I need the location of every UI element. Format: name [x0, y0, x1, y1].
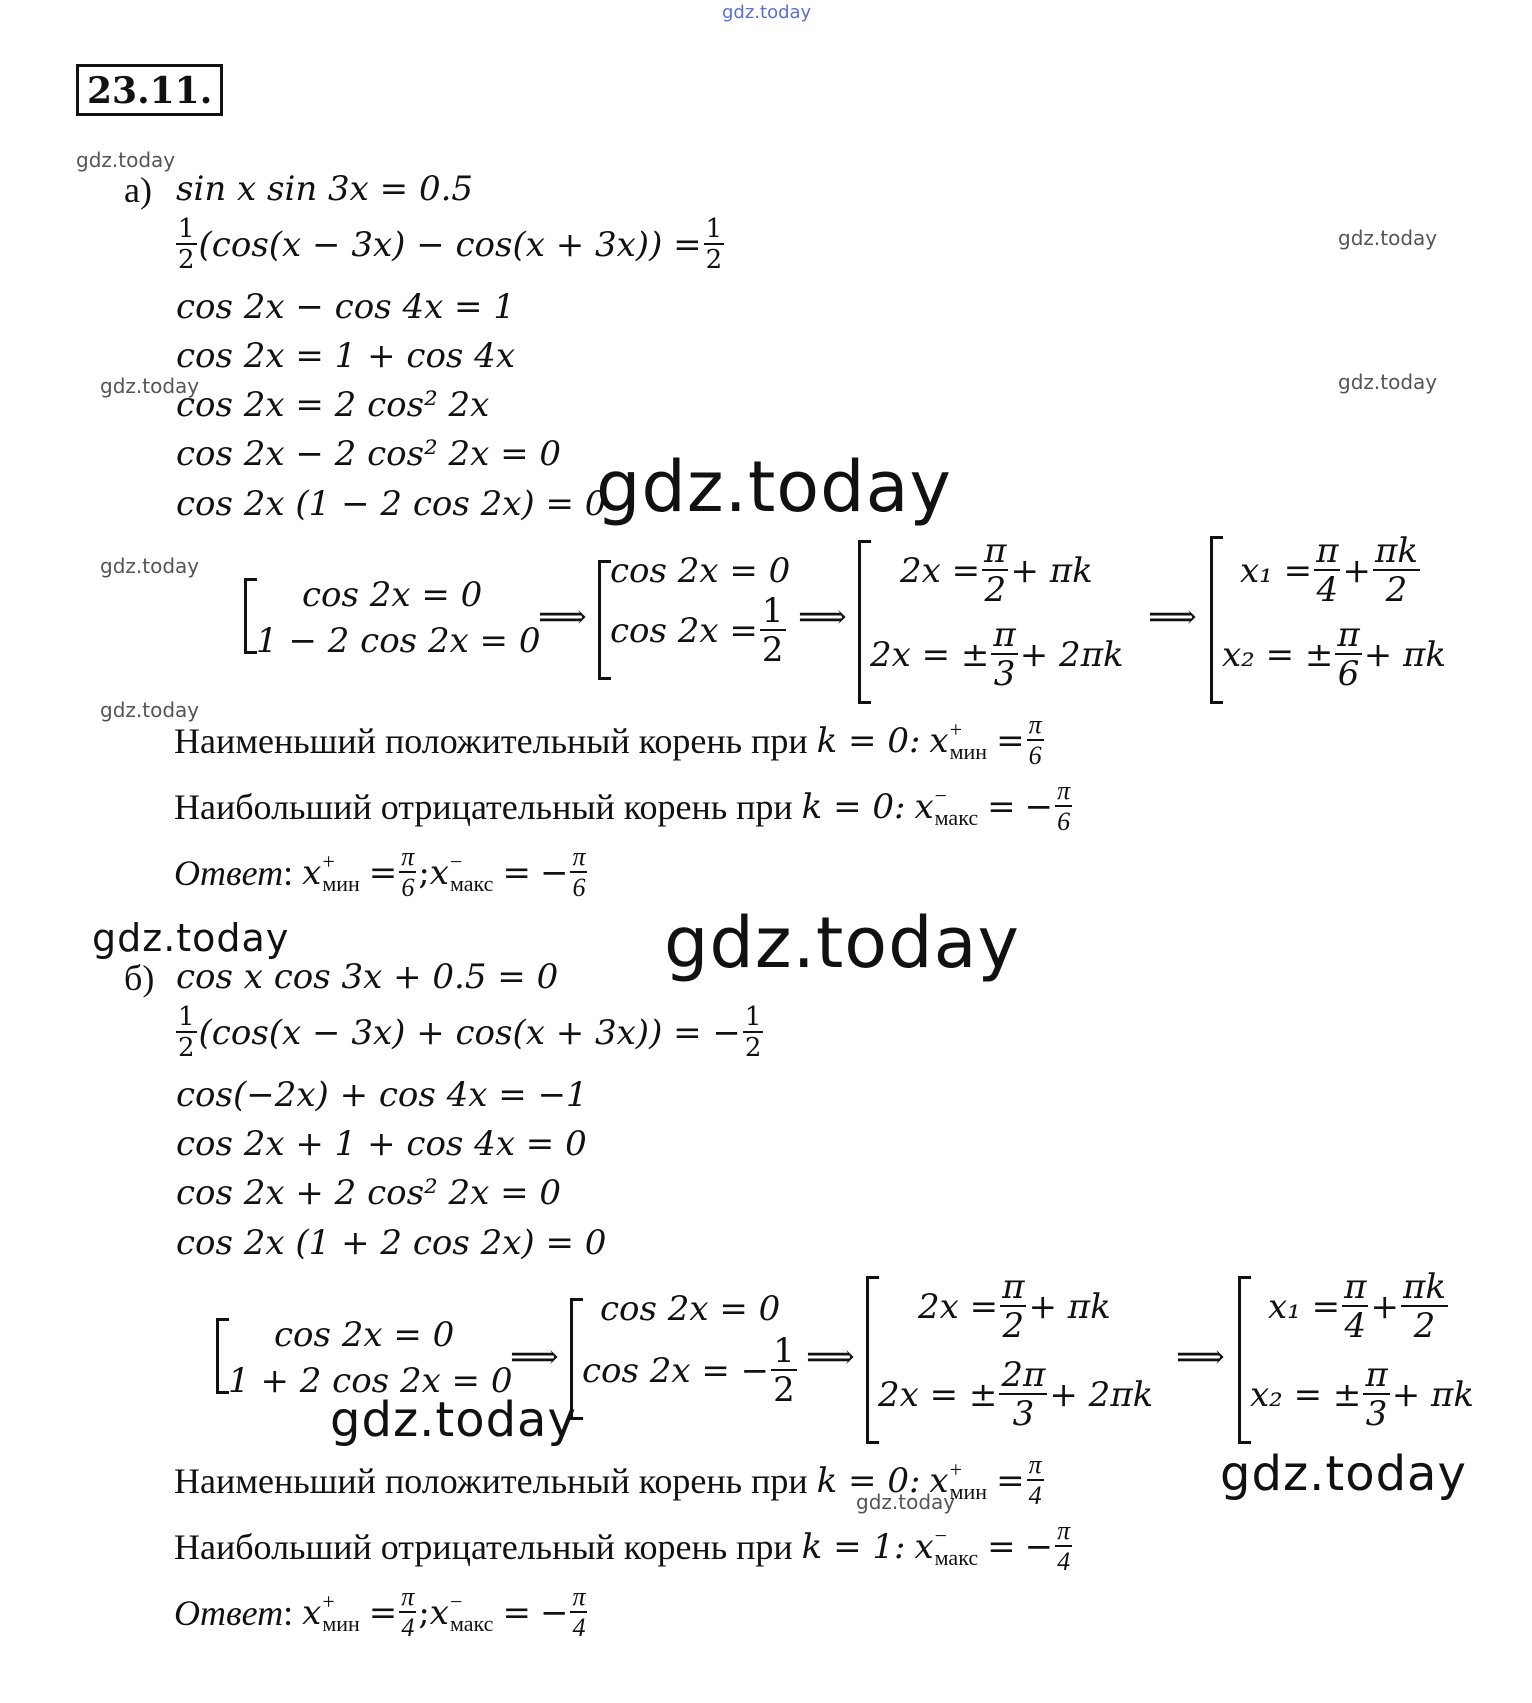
watermark-large: gdz.today	[596, 446, 952, 528]
system-eq: cos 2x = 0	[610, 551, 791, 591]
watermark-medium: gdz.today	[330, 1392, 577, 1448]
system-eq: 2x = ± $\frac{\pi}{3}$ + 2πk	[870, 615, 1124, 694]
implies-arrow: ⟹	[538, 597, 587, 637]
system-eq: cos 2x = 0	[274, 1315, 455, 1355]
watermark: gdz.today	[1338, 226, 1438, 250]
system-eq: 2x = $\frac{\pi}{2}$ + πk	[918, 1267, 1111, 1346]
system-eq: x₁ = $\frac{\pi}{4}$ + $\frac{\pi k}{2}$	[1268, 1267, 1446, 1346]
system-eq: cos 2x = $\frac{1}{2}$	[610, 591, 784, 670]
system-eq: cos 2x = 0	[302, 575, 483, 615]
implies-arrow: ⟹	[1148, 597, 1197, 637]
watermark: gdz.today	[100, 554, 200, 578]
equation-line: cos(−2x) + cos 4x = −1	[176, 1075, 588, 1115]
equation-line: sin x sin 3x = 0.5	[176, 169, 474, 209]
equation-line: cos 2x − 2 cos² 2x = 0	[176, 434, 562, 474]
watermark: gdz.today	[856, 1490, 956, 1514]
system-eq: cos 2x = − $\frac{1}{2}$	[582, 1331, 795, 1410]
max-root-line: Наибольший отрицательный корень при k = 0: x − макс = − $\frac{\pi}{6}$	[174, 776, 1071, 836]
system-eq: x₁ = $\frac{\pi}{4}$ + $\frac{\pi k}{2}$	[1240, 531, 1418, 610]
equation-line: cos 2x − cos 4x = 1	[176, 287, 515, 327]
equation-line: cos 2x + 2 cos² 2x = 0	[176, 1173, 562, 1213]
system-eq: 2x = $\frac{\pi}{2}$ + πk	[900, 531, 1093, 610]
answer-line: Ответ : x + мин = $\frac{\pi}{6}$ ; x − макс = − $\frac{\pi}{6}$	[174, 842, 586, 902]
problem-number: 23.11.	[76, 64, 223, 116]
system-eq: 1 + 2 cos 2x = 0	[228, 1361, 513, 1401]
system-eq: x₂ = ± $\frac{\pi}{3}$ + πk	[1250, 1355, 1475, 1434]
part-b-label: б)	[124, 958, 155, 998]
equation-line: cos x cos 3x + 0.5 = 0	[176, 957, 559, 997]
system-eq: x₂ = ± $\frac{\pi}{6}$ + πk	[1222, 615, 1447, 694]
equation-line: cos 2x = 2 cos² 2x	[176, 385, 490, 425]
implies-arrow: ⟹	[1176, 1337, 1225, 1377]
system-eq: 2x = ± $\frac{2\pi}{3}$ + 2πk	[878, 1355, 1154, 1434]
watermark-top: gdz.today	[722, 2, 812, 23]
watermark-medium: gdz.today	[1220, 1446, 1467, 1502]
implies-arrow: ⟹	[806, 1337, 855, 1377]
equation-line: cos 2x + 1 + cos 4x = 0	[176, 1124, 587, 1164]
watermark-medium: gdz.today	[92, 916, 290, 960]
equation-line: cos 2x = 1 + cos 4x	[176, 336, 515, 376]
max-root-line: Наибольший отрицательный корень при k = 1: x − макс = − $\frac{\pi}{4}$	[174, 1516, 1071, 1576]
part-a-label: а)	[124, 170, 152, 210]
implies-arrow: ⟹	[798, 597, 847, 637]
equation-line: $\frac{1}{2}$ (cos(x − 3x) + cos(x + 3x)) = − $\frac{1}{2}$	[178, 1002, 762, 1063]
implies-arrow: ⟹	[510, 1337, 559, 1377]
watermark-large: gdz.today	[664, 902, 1020, 984]
answer-line: Ответ : x + мин = $\frac{\pi}{4}$ ; x − макс = − $\frac{\pi}{4}$	[174, 1582, 586, 1642]
min-root-line: Наименьший положительный корень при k = 0: x + мин = $\frac{\pi}{4}$	[174, 1450, 1042, 1510]
watermark: gdz.today	[100, 374, 200, 398]
system-eq: cos 2x = 0	[600, 1289, 781, 1329]
system-eq: 1 − 2 cos 2x = 0	[256, 621, 541, 661]
equation-line: cos 2x (1 + 2 cos 2x) = 0	[176, 1223, 607, 1263]
equation-line: $\frac{1}{2}$ (cos(x − 3x) − cos(x + 3x)) = $\frac{1}{2}$	[178, 214, 723, 275]
watermark: gdz.today	[76, 148, 176, 172]
watermark: gdz.today	[1338, 370, 1438, 394]
min-root-line: Наименьший положительный корень при k = 0: x + мин = $\frac{\pi}{6}$	[174, 710, 1042, 770]
watermark: gdz.today	[100, 698, 200, 722]
equation-line: cos 2x (1 − 2 cos 2x) = 0	[176, 484, 607, 524]
